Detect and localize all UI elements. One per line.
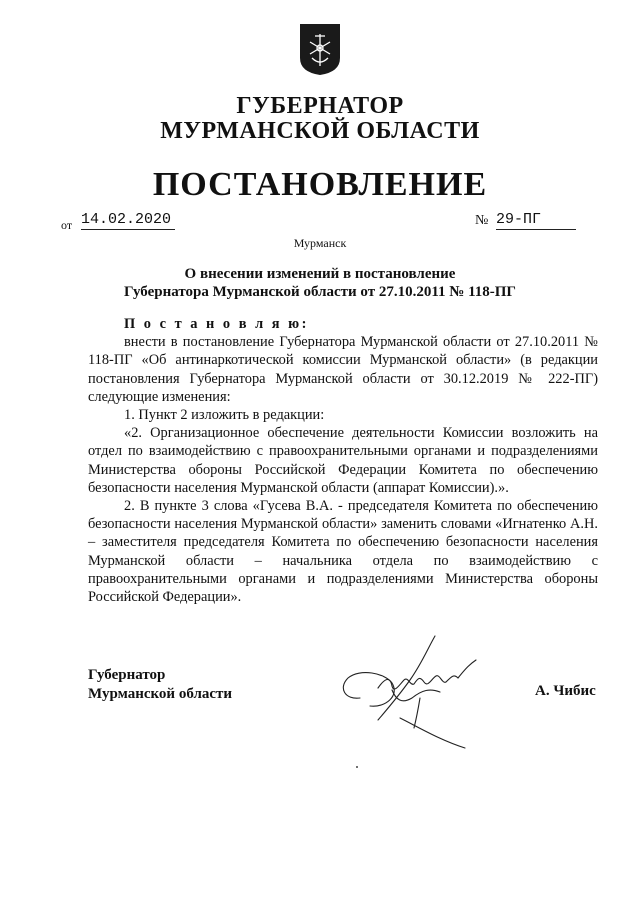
document-date: 14.02.2020 [81, 211, 175, 230]
document-body [88, 315, 598, 606]
paragraph-intro: внести в постановление Губернатора Мурманской области от 27.10.2011 № 118-ПГ «Об антинаркотической комиссии Мурманской области» (в редакции постановления Губернатора Мурманской области от 30.12.2019 № 222-ПГ) следующие изменения: [88, 334, 598, 405]
number-prefix: № [475, 213, 489, 228]
signatory-name: А. Чибис [535, 683, 596, 699]
city: Мурманск [293, 236, 347, 250]
paragraph-item2: 2. В пункте 3 слова «Гусева В.А. - председателя Комитета по обеспечению безопасности населения Мурманской области» заменить словами «Игнатенко А.Н. – заместителя председателя Комитета по обеспечению безопасности населения Мурманской области – начальника отдела по взаимодействию с правоохранительными органами и подразделениями Министерства обороны Российской Федерации». [88, 498, 598, 606]
date-prefix: от [61, 218, 73, 232]
authority-title-line2: МУРМАНСКОЙ ОБЛАСТИ [160, 118, 480, 144]
subject-line2: Губернатора Мурманской области от 27.10.2011 № 118-ПГ [124, 284, 516, 300]
decree-word: П о с т а н о в л я ю: [124, 316, 309, 332]
subject-line1: О внесении изменений в постановление [184, 266, 456, 282]
document-type: ПОСТАНОВЛЕНИЕ [152, 166, 488, 203]
handwritten-signature [330, 628, 510, 758]
paragraph-item1-text: «2. Организационное обеспечение деятельности Комиссии возложить на отдел по взаимодействию с правоохранительными органами и подразделениями Министерства обороны Российской Федерации Комитета по обеспечению безопасности населения Мурманской области (аппарат Комиссии).». [88, 425, 598, 496]
document-subject [0, 265, 640, 301]
coat-of-arms-icon [298, 22, 342, 76]
signatory-position [88, 666, 232, 704]
scan-dot [356, 766, 358, 768]
authority-title-line1: ГУБЕРНАТОР [236, 93, 404, 119]
paragraph-item1: 1. Пункт 2 изложить в редакции: [124, 407, 325, 424]
signatory-position-line2: Мурманской области [88, 686, 233, 702]
signatory-position-line1: Губернатор [88, 667, 166, 683]
document-number: 29-ПГ [496, 211, 576, 230]
